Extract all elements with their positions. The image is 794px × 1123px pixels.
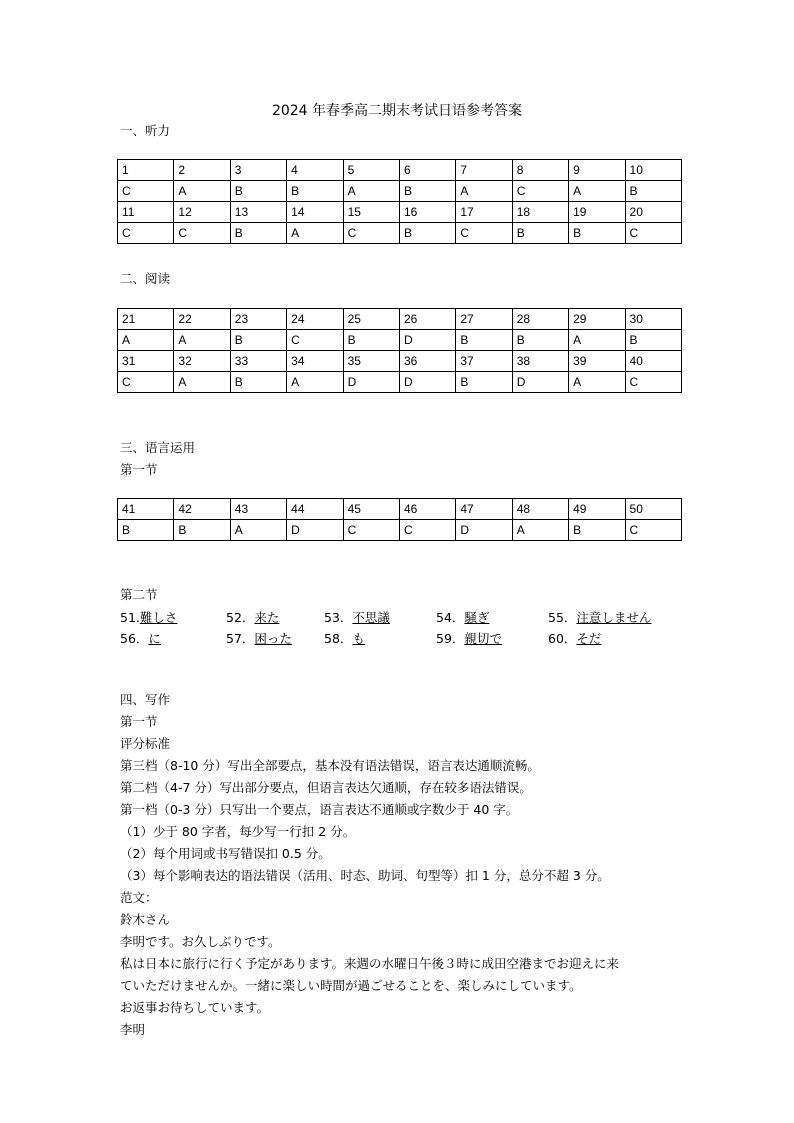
fill-item-55 bbox=[548, 608, 653, 626]
answer-row bbox=[118, 372, 682, 393]
question-number-cell: 8 bbox=[512, 160, 568, 181]
question-number-cell: 4 bbox=[287, 160, 343, 181]
question-number-cell: 16 bbox=[399, 202, 455, 223]
fill-number: 59． bbox=[436, 631, 465, 646]
answer-cell: B bbox=[512, 330, 568, 351]
question-number-cell: 43 bbox=[230, 499, 286, 520]
question-number-cell: 2 bbox=[174, 160, 230, 181]
question-number-cell: 50 bbox=[625, 499, 681, 520]
question-number-cell: 40 bbox=[625, 351, 681, 372]
answer-cell: B bbox=[456, 330, 512, 351]
fill-item-58 bbox=[324, 629, 379, 647]
question-number-cell: 24 bbox=[287, 309, 343, 330]
fill-answer: も bbox=[352, 631, 365, 646]
language-use-section2-label: 第二节 bbox=[120, 587, 158, 602]
question-number-cell: 28 bbox=[512, 309, 568, 330]
fill-number: 60． bbox=[548, 631, 577, 646]
question-number-cell: 10 bbox=[625, 160, 681, 181]
question-number-cell: 18 bbox=[512, 202, 568, 223]
answer-cell: C bbox=[343, 520, 399, 541]
answer-cell: D bbox=[399, 372, 455, 393]
answer-cell: A bbox=[343, 181, 399, 202]
fill-answer: 騒ぎ bbox=[464, 610, 490, 625]
answer-cell: B bbox=[174, 520, 230, 541]
question-number-cell: 30 bbox=[625, 309, 681, 330]
question-number-cell: 48 bbox=[512, 499, 568, 520]
answer-cell: A bbox=[174, 372, 230, 393]
answer-cell: B bbox=[512, 223, 568, 244]
answer-cell: C bbox=[118, 372, 174, 393]
language-use-section1-label: 第一节 bbox=[120, 462, 158, 477]
answer-cell: A bbox=[569, 181, 625, 202]
answer-cell: D bbox=[399, 330, 455, 351]
fill-number: 57． bbox=[226, 631, 255, 646]
answer-cell: C bbox=[625, 372, 681, 393]
answer-cell: A bbox=[230, 520, 286, 541]
answer-cell: C bbox=[399, 520, 455, 541]
answer-cell: B bbox=[118, 520, 174, 541]
question-number-cell: 29 bbox=[569, 309, 625, 330]
page-title: 2024 年春季高二期末考试日语参考答案 bbox=[271, 103, 523, 119]
criteria-line: 第三档（8-10 分）写出全部要点，基本没有语法错误，语言表达通顺流畅。 bbox=[120, 758, 540, 773]
question-number-cell: 35 bbox=[343, 351, 399, 372]
fill-answer: 注意しません bbox=[576, 610, 652, 625]
fill-number: 54． bbox=[436, 610, 465, 625]
question-number-cell: 13 bbox=[230, 202, 286, 223]
answer-cell: C bbox=[118, 223, 174, 244]
question-number-cell: 31 bbox=[118, 351, 174, 372]
question-number-cell: 3 bbox=[230, 160, 286, 181]
fill-number: 58． bbox=[324, 631, 353, 646]
answer-cell: A bbox=[118, 330, 174, 351]
question-number-cell: 32 bbox=[174, 351, 230, 372]
fill-item-52 bbox=[226, 608, 293, 626]
criteria-line: 第一档（0-3 分）只写出一个要点，语言表达不通顺或字数少于 40 字。 bbox=[120, 802, 519, 817]
question-number-cell: 49 bbox=[569, 499, 625, 520]
answer-cell: B bbox=[230, 330, 286, 351]
question-number-cell: 5 bbox=[343, 160, 399, 181]
answer-cell: D bbox=[343, 372, 399, 393]
sample-line: ていただけませんか。一緒に楽しい時間が過ごせることを、楽しみにしています。 bbox=[120, 978, 582, 993]
question-number-row bbox=[118, 499, 682, 520]
question-number-cell: 17 bbox=[456, 202, 512, 223]
question-number-cell: 36 bbox=[399, 351, 455, 372]
question-number-cell: 47 bbox=[456, 499, 512, 520]
answer-row bbox=[118, 181, 682, 202]
answer-cell: B bbox=[569, 520, 625, 541]
sample-line: 李明です。お久しぶりです。 bbox=[120, 934, 281, 949]
language-use-answer-table bbox=[117, 498, 682, 541]
question-number-row bbox=[118, 309, 682, 330]
answer-cell: B bbox=[399, 181, 455, 202]
answer-cell: B bbox=[625, 181, 681, 202]
fill-answer: そだ bbox=[576, 631, 602, 646]
fill-item-60 bbox=[548, 629, 603, 647]
question-number-cell: 21 bbox=[118, 309, 174, 330]
question-number-cell: 41 bbox=[118, 499, 174, 520]
question-number-row bbox=[118, 160, 682, 181]
question-number-cell: 23 bbox=[230, 309, 286, 330]
answer-cell: C bbox=[118, 181, 174, 202]
question-number-cell: 38 bbox=[512, 351, 568, 372]
criteria-line: 第二档（4-7 分）写出部分要点，但语言表达欠通顺，存在较多语法错误。 bbox=[120, 780, 532, 795]
question-number-cell: 7 bbox=[456, 160, 512, 181]
answer-cell: B bbox=[230, 223, 286, 244]
question-number-cell: 39 bbox=[569, 351, 625, 372]
answer-cell: C bbox=[343, 223, 399, 244]
answer-cell: B bbox=[625, 330, 681, 351]
answer-cell: C bbox=[456, 223, 512, 244]
answer-cell: A bbox=[174, 181, 230, 202]
question-number-cell: 27 bbox=[456, 309, 512, 330]
question-number-cell: 19 bbox=[569, 202, 625, 223]
answer-cell: B bbox=[456, 372, 512, 393]
question-number-cell: 12 bbox=[174, 202, 230, 223]
writing-section1-label: 第一节 bbox=[120, 714, 158, 729]
answer-cell: C bbox=[287, 330, 343, 351]
reading-answer-table bbox=[117, 308, 682, 393]
answer-cell: D bbox=[456, 520, 512, 541]
question-number-cell: 15 bbox=[343, 202, 399, 223]
writing-heading: 四、写作 bbox=[120, 692, 171, 707]
question-number-cell: 44 bbox=[287, 499, 343, 520]
question-number-cell: 25 bbox=[343, 309, 399, 330]
sample-line: 私は日本に旅行に行く予定があります。来週の水曜日午後３時に成田空港までお迎えに来 bbox=[120, 956, 620, 971]
answer-cell: C bbox=[512, 181, 568, 202]
sample-label: 范文： bbox=[120, 890, 158, 905]
question-number-cell: 14 bbox=[287, 202, 343, 223]
answer-cell: B bbox=[399, 223, 455, 244]
answer-row bbox=[118, 520, 682, 541]
fill-item-57 bbox=[226, 629, 306, 647]
question-number-cell: 20 bbox=[625, 202, 681, 223]
criteria-title: 评分标准 bbox=[120, 736, 171, 751]
fill-item-56 bbox=[120, 629, 163, 647]
listening-answer-table bbox=[117, 159, 682, 244]
question-number-cell: 34 bbox=[287, 351, 343, 372]
criteria-line: （1）少于 80 字者，每少写一行扣 2 分。 bbox=[120, 824, 356, 839]
fill-answer: 不思議 bbox=[352, 610, 390, 625]
answer-cell: D bbox=[512, 372, 568, 393]
question-number-cell: 26 bbox=[399, 309, 455, 330]
question-number-row bbox=[118, 202, 682, 223]
question-number-cell: 11 bbox=[118, 202, 174, 223]
question-number-row bbox=[118, 351, 682, 372]
answer-cell: B bbox=[569, 223, 625, 244]
answer-row bbox=[118, 330, 682, 351]
listening-heading: 一、听力 bbox=[120, 123, 171, 138]
fill-answer: 困った bbox=[254, 631, 292, 646]
question-number-cell: 45 bbox=[343, 499, 399, 520]
question-number-cell: 46 bbox=[399, 499, 455, 520]
question-number-cell: 1 bbox=[118, 160, 174, 181]
sample-signature: 李明 bbox=[120, 1022, 146, 1037]
answer-cell: B bbox=[343, 330, 399, 351]
fill-number: 53． bbox=[324, 610, 353, 625]
fill-item-59 bbox=[436, 629, 504, 647]
fill-answer: 難しさ bbox=[139, 610, 178, 625]
answer-cell: A bbox=[512, 520, 568, 541]
answer-cell: B bbox=[230, 372, 286, 393]
fill-answer: 親切で bbox=[464, 631, 502, 646]
answer-cell: C bbox=[625, 520, 681, 541]
criteria-line: （3）每个影响表达的语法错误（活用、时态、助词、句型等）扣 1 分，总分不超 3 分。 bbox=[120, 868, 610, 883]
question-number-cell: 33 bbox=[230, 351, 286, 372]
answer-cell: A bbox=[456, 181, 512, 202]
sample-line: お返事お待ちしています。 bbox=[120, 1000, 270, 1015]
answer-cell: B bbox=[230, 181, 286, 202]
question-number-cell: 42 bbox=[174, 499, 230, 520]
answer-cell: A bbox=[287, 372, 343, 393]
answer-cell: A bbox=[287, 223, 343, 244]
fill-item-53 bbox=[324, 608, 404, 626]
fill-answer: 来た bbox=[254, 610, 280, 625]
answer-cell: A bbox=[174, 330, 230, 351]
question-number-cell: 22 bbox=[174, 309, 230, 330]
answer-cell: D bbox=[287, 520, 343, 541]
criteria-line: （2）每个用词或书写错误扣 0.5 分。 bbox=[120, 846, 331, 861]
fill-number: 51. bbox=[120, 610, 140, 625]
answer-cell: C bbox=[174, 223, 230, 244]
question-number-cell: 6 bbox=[399, 160, 455, 181]
fill-item-54 bbox=[436, 608, 503, 626]
answer-row bbox=[118, 223, 682, 244]
sample-line: 鈴木さん bbox=[120, 912, 171, 927]
language-use-heading: 三、语言运用 bbox=[120, 440, 196, 455]
answer-cell: C bbox=[625, 223, 681, 244]
reading-heading: 二、阅读 bbox=[120, 271, 171, 286]
fill-number: 52． bbox=[226, 610, 255, 625]
answer-cell: B bbox=[287, 181, 343, 202]
fill-answer: に bbox=[148, 631, 161, 646]
answer-cell: A bbox=[569, 330, 625, 351]
answer-cell: A bbox=[569, 372, 625, 393]
question-number-cell: 37 bbox=[456, 351, 512, 372]
fill-number: 55． bbox=[548, 610, 577, 625]
fill-number: 56． bbox=[120, 631, 149, 646]
fill-item-51 bbox=[120, 608, 191, 626]
question-number-cell: 9 bbox=[569, 160, 625, 181]
